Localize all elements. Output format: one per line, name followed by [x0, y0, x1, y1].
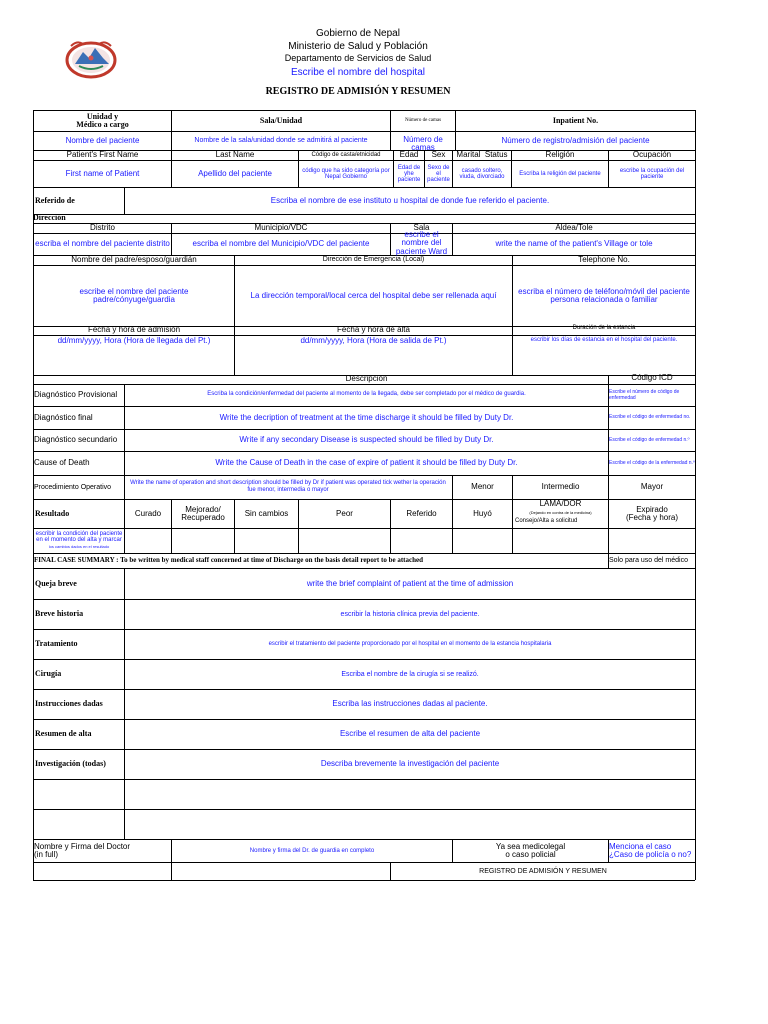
sex-label: Sex [431, 149, 446, 159]
municipality-field[interactable]: escriba el nombre del Municipio/VDC del paciente [192, 239, 370, 249]
diagnosis-secondary-label: Diagnóstico secundario [34, 435, 118, 445]
last-name-field[interactable]: Apellido del paciente [198, 168, 272, 178]
caste-field[interactable]: código que ha sido categoría por Nepal Gobierno [302, 167, 390, 180]
cause-of-death-icd-field[interactable]: Escribe el código de la enfermedad n.º [609, 459, 695, 466]
municipality-label: Municipio/VDC [254, 222, 308, 232]
history-label: Breve historia [35, 609, 84, 619]
result-field[interactable]: escribir la condición del paciente en el momento del alta y marcar [35, 530, 123, 543]
marital-field[interactable]: casado soltero, viuda, divorciado [459, 167, 505, 180]
description-label: Descripción [345, 374, 388, 384]
diagnosis-final-field[interactable]: Write the decription of treatment at the time discharge it should be filled by Duty Dr. [219, 412, 514, 422]
religion-field[interactable]: Escriba la religión del paciente [519, 170, 601, 177]
department-heading: Departamento de Servicios de Salud [284, 52, 432, 63]
nepal-emblem-logo [63, 38, 119, 80]
result-absconded-option[interactable]: Huyó [473, 508, 492, 518]
ministry-heading: Ministerio de Salud y Población [288, 40, 428, 52]
first-name-label: Patient's First Name [66, 149, 139, 159]
complaint-label: Queja breve [35, 578, 77, 588]
emergency-label: Dirección de Emergencia (Local) [322, 256, 425, 264]
sex-field[interactable]: Sexo de el paciente [427, 164, 450, 184]
village-field[interactable]: write the name of the patient's Village or tole [495, 239, 653, 249]
result-improved-option[interactable]: Mejorado/ Recuperado [181, 504, 225, 522]
admission-date-field[interactable]: dd/mm/yyyy, Hora (Hora de llegada del Pt.) [57, 335, 211, 345]
discharge-date-label: Fecha y hora de alta [337, 325, 410, 335]
hospital-name-field[interactable]: Escribe el nombre del hospital [291, 66, 425, 78]
bed-field[interactable]: Número de camas [403, 134, 443, 152]
investigation-label: Investigación (todas) [35, 759, 106, 769]
doctor-only-label: Solo para uso del médico [609, 557, 688, 565]
diagnosis-secondary-icd-field[interactable]: Escribe el código de enfermedad n.º [609, 436, 690, 443]
diagnosis-provisional-icd-field[interactable]: Escribe el número de código de enfermedad [609, 389, 680, 401]
result-expired-option[interactable]: Expirado (Fecha y hora) [625, 504, 679, 522]
unit-field[interactable]: Nombre del paciente [65, 135, 140, 145]
district-label: Distrito [90, 222, 115, 232]
diagnosis-provisional-field[interactable]: Escriba la condición/enfermedad del paciente al momento de la llegada, debe ser completado por el médico de guardia. [207, 390, 526, 397]
surgery-field[interactable]: Escriba el nombre de la cirugía si se realizó. [341, 670, 479, 678]
guardian-label: Nombre del padre/esposo/guardián [71, 254, 197, 264]
gov-heading: Gobierno de Nepal [316, 27, 400, 39]
investigation-field[interactable]: Describa brevemente la investigación del paciente [320, 759, 500, 769]
village-label: Aldea/Tole [555, 222, 593, 232]
address-ward-label: Sala [413, 222, 430, 232]
ward-label: Sala/Unidad [259, 115, 303, 125]
admission-date-label: Fecha y hora de admisión [87, 325, 181, 335]
lama-sub: Consejo/Alta a solicitud [515, 517, 578, 524]
operation-field[interactable]: Write the name of operation and short description should be filled by Dr if patient was operated tick wether la operación fue menor, intermedia o mayor [130, 480, 446, 493]
result-label: Resultado [35, 508, 70, 518]
bed-label: Número de camas [404, 118, 442, 124]
emergency-field[interactable]: La dirección temporal/local cerca del hospital debe ser rellenada aquí [250, 290, 497, 300]
marital-label: Marital Status [456, 149, 508, 159]
religion-label: Religión [545, 149, 575, 159]
footer-blank-cell [34, 863, 171, 880]
form-title: REGISTRO DE ADMISIÓN Y RESUMEN [265, 86, 451, 98]
last-name-label: Last Name [215, 149, 255, 159]
referral-label: Referido de [35, 195, 75, 205]
result-field-note: los cambios dados en el resultado [48, 544, 110, 550]
discharge-date-field[interactable]: dd/mm/yyyy, Hora (Hora de salida de Pt.) [300, 335, 447, 345]
operation-major-option[interactable]: Mayor [640, 482, 664, 492]
age-field[interactable]: Edad de yhe paciente [397, 164, 421, 184]
operation-minor-option[interactable]: Menor [471, 482, 494, 492]
result-lama-option[interactable] [513, 499, 608, 528]
result-no-change-option[interactable]: Sin cambios [244, 508, 289, 518]
icd-label: Código ICD [631, 372, 673, 382]
extra-summary-row-2[interactable] [125, 810, 695, 839]
discharge-summary-label: Resumen de alta [35, 729, 92, 739]
result-cured-option[interactable]: Curado [134, 508, 162, 518]
inpatient-label: Inpatient No. [552, 115, 599, 125]
treatment-label: Tratamiento [35, 639, 78, 649]
surgery-label: Cirugía [35, 669, 62, 679]
stay-label: Duración de la estancia [572, 325, 636, 332]
guardian-field[interactable]: escribe el nombre del paciente padre/cónyuge/guardia [79, 286, 189, 304]
operation-intermediate-option[interactable]: Intermedio [541, 482, 580, 492]
treatment-field[interactable]: escribir el tratamiento del paciente proporcionado por el hospital en el momento de la estancia hospitalaria [268, 641, 552, 648]
result-referred-option[interactable]: Referido [406, 508, 437, 518]
doctor-signature-field[interactable]: Nombre y firma del Dr. de guardia en completo [249, 847, 375, 854]
diagnosis-secondary-field[interactable]: Write if any secondary Disease is suspected should be filled by Duty Dr. [239, 435, 494, 445]
lama-note: (Dejando en contra de la medicina) [529, 509, 592, 515]
age-label: Edad [399, 149, 419, 159]
diagnosis-final-label: Diagnóstico final [34, 412, 93, 422]
instructions-field[interactable]: Escriba las instrucciones dadas al paciente. [332, 699, 488, 709]
first-name-field[interactable]: First name of Patient [65, 168, 140, 178]
referral-field[interactable]: Escriba el nombre de ese instituto u hospital de donde fue referido el paciente. [270, 195, 550, 205]
occupation-label: Ocupación [632, 149, 672, 159]
history-field[interactable]: escribir la historia clínica previa del paciente. [340, 610, 480, 618]
instructions-label: Instrucciones dadas [35, 699, 103, 709]
occupation-field[interactable]: escribe la ocupación del paciente [619, 167, 685, 180]
extra-summary-row-1[interactable] [125, 780, 695, 809]
phone-field[interactable]: escriba el número de teléfono/móvil del paciente persona relacionada o familiar [518, 286, 690, 304]
complaint-field[interactable]: write the brief complaint of patient at the time of admission [306, 578, 514, 588]
result-worse-option[interactable]: Peor [336, 508, 353, 518]
medicolegal-label: Ya sea medicolegal o caso policial [495, 841, 566, 859]
discharge-summary-field[interactable]: Escribe el resumen de alta del paciente [339, 729, 481, 739]
medicolegal-field[interactable]: Menciona el caso ¿Caso de policía o no? [609, 841, 692, 859]
address-heading: Dirección [33, 212, 66, 222]
inpatient-field[interactable]: Número de registro/admisión del paciente [501, 135, 650, 145]
cause-of-death-field[interactable]: Write the Cause of Death in the case of expire of patient it should be filled by Duty Dr. [215, 458, 518, 468]
cause-of-death-label: Cause of Death [34, 458, 90, 468]
caste-label: Código de casta/etnicidad [311, 151, 381, 158]
footer-form-name: REGISTRO DE ADMISIÓN Y RESUMEN [479, 867, 607, 875]
footer-signature-cell[interactable] [172, 863, 390, 880]
doctor-signature-label: Nombre y Firma del Doctor (in full) [34, 841, 131, 859]
phone-label: Telephone No. [578, 254, 630, 264]
diagnosis-provisional-label: Diagnóstico Provisional [34, 390, 118, 400]
summary-title: FINAL CASE SUMMARY : To be written by medical staff concerned at time of Discharge on the basis detail report to be attached [34, 556, 423, 565]
lama-title: LAMA/DOR [539, 499, 582, 509]
stay-field[interactable]: escribir los días de estancia en el hospital del paciente. [530, 336, 678, 343]
operation-label: Procedimiento Operativo [34, 483, 112, 491]
diagnosis-final-icd-field[interactable]: Escribe el código de enfermedad no. [609, 414, 691, 421]
unit-label: Unidad y Médico a cargo [76, 111, 129, 129]
district-field[interactable]: escriba el nombre del paciente distrito [35, 239, 170, 249]
ward-field[interactable]: Nombre de la sala/unidad donde se admitirá al paciente [194, 137, 368, 145]
address-ward-field[interactable]: escribe el nombre del paciente Ward [395, 230, 448, 256]
